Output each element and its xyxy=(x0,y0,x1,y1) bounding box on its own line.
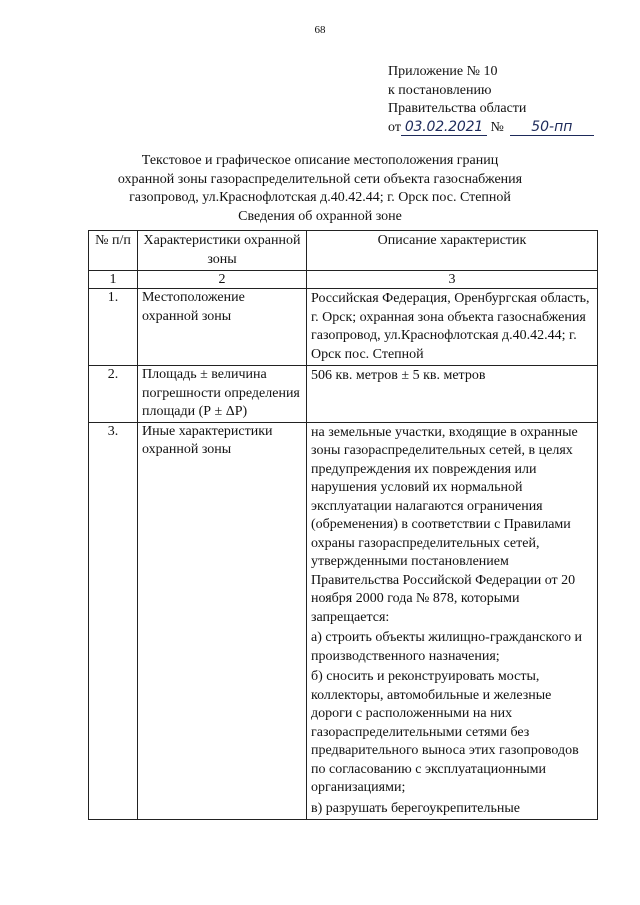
table-row xyxy=(89,289,598,366)
title-line-3: газопровод, ул.Краснофлотская д.40.42.44; г. Орск пос. Степной xyxy=(129,190,511,205)
handwritten-date: 03.02.2021 xyxy=(401,120,487,136)
description-paragraph: Российская Федерация, Оренбургская область, г. Орск; охранная зона объекта газоснабжения газопровод, ул.Краснофлотская д.40.42.44; г. Орск пос. Степной xyxy=(311,291,590,362)
appendix-date-line xyxy=(388,119,594,138)
column-number: 2 xyxy=(138,271,307,289)
row-characteristic: Площадь ± величина погрешности определения площади (Р ± ΔР) xyxy=(138,366,307,423)
row-description xyxy=(307,366,598,423)
column-number: 1 xyxy=(89,271,138,289)
appendix-line-2: к постановлению xyxy=(388,82,492,98)
title-line-1: Текстовое и графическое описание местоположения границ xyxy=(141,153,499,168)
description-paragraph: 506 кв. метров ± 5 кв. метров xyxy=(311,368,486,383)
title-line-2: охранной зоны газораспределительной сети объекта газоснабжения xyxy=(117,171,523,187)
title-line-4: Сведения об охранной зоне xyxy=(238,208,402,224)
document-title xyxy=(80,152,560,226)
appendix-line-1: Приложение № 10 xyxy=(388,64,498,79)
appendix-line-3: Правительства области xyxy=(388,101,527,116)
table-row xyxy=(89,422,598,820)
description-paragraph: б) сносить и реконструировать мосты, коллекторы, автомобильные и железные дороги с расположенными на них газораспределительными сетями без предварительного выноса этих газопроводов по согласованию с эксплуатационными организациями; xyxy=(311,669,579,795)
row-number: 3. xyxy=(89,422,138,820)
row-description xyxy=(307,422,598,820)
column-number: 3 xyxy=(307,271,598,289)
description-paragraph: в) разрушать берегоукрепительные xyxy=(311,800,521,816)
description-paragraph: а) строить объекты жилищно-гражданского и производственного назначения; xyxy=(311,630,582,664)
row-description xyxy=(307,289,598,366)
appendix-block xyxy=(388,63,594,137)
from-label: от xyxy=(388,119,401,135)
row-number: 2. xyxy=(89,366,138,423)
page-number: 68 xyxy=(314,24,326,36)
column-number-row xyxy=(89,271,598,289)
handwritten-number: 50-пп xyxy=(510,120,594,136)
table-header-row xyxy=(89,231,598,271)
description-paragraph: на земельные участки, входящие в охранные зоны газораспределительных сетей, в целях предупреждения их повреждения или нарушения условий их нормальной эксплуатации налагаются ограничения (обременения) в соответствии с Правилами охраны газораспределительных сетей, утвержденными постановлением Правительства Российской Федерации от 20 ноября 2000 года № 878, которыми запрещается: xyxy=(311,424,578,625)
table-row xyxy=(89,366,598,423)
row-characteristic: Местоположение охранной зоны xyxy=(138,289,307,366)
header-num: № п/п xyxy=(89,231,138,271)
row-characteristic: Иные характеристики охранной зоны xyxy=(138,422,307,820)
header-characteristics: Характеристики охранной зоны xyxy=(138,231,307,271)
number-label: № xyxy=(490,119,504,135)
row-number: 1. xyxy=(89,289,138,366)
header-description: Описание характеристик xyxy=(307,231,598,271)
zone-info-table xyxy=(88,230,598,820)
